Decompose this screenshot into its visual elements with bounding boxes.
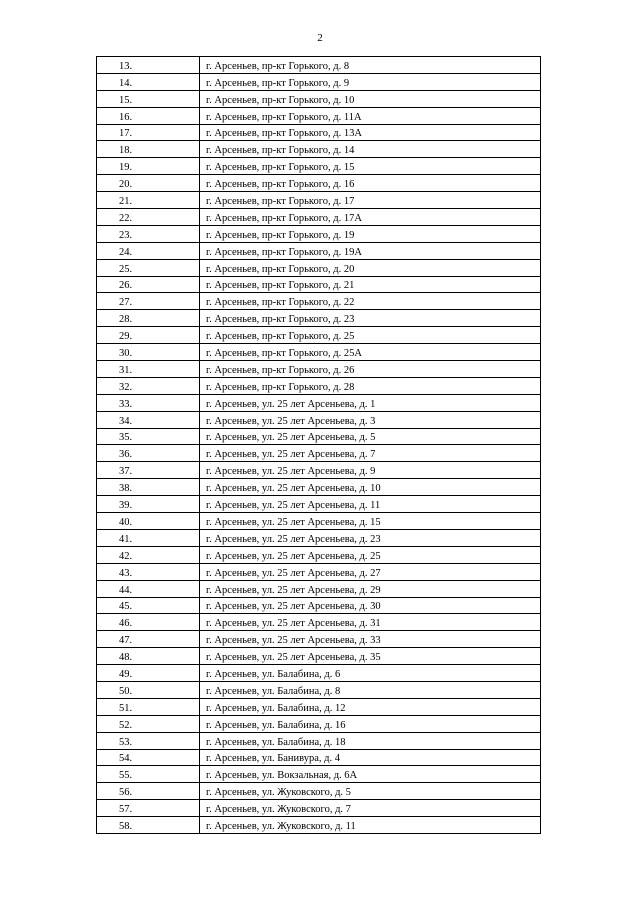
table-row bbox=[97, 817, 541, 834]
row-number: 55. bbox=[97, 766, 200, 783]
row-address: г. Арсеньев, пр-кт Горького, д. 26 bbox=[200, 361, 541, 378]
row-number: 58. bbox=[97, 817, 200, 834]
table-row bbox=[97, 648, 541, 665]
row-number: 56. bbox=[97, 783, 200, 800]
row-number: 14. bbox=[97, 73, 200, 90]
row-address: г. Арсеньев, ул. 25 лет Арсеньева, д. 1 bbox=[200, 394, 541, 411]
row-address: г. Арсеньев, пр-кт Горького, д. 11А bbox=[200, 107, 541, 124]
row-number: 17. bbox=[97, 124, 200, 141]
row-address: г. Арсеньев, пр-кт Горького, д. 25 bbox=[200, 327, 541, 344]
row-address: г. Арсеньев, ул. Балабина, д. 12 bbox=[200, 698, 541, 715]
row-address: г. Арсеньев, ул. 25 лет Арсеньева, д. 30 bbox=[200, 597, 541, 614]
row-address: г. Арсеньев, ул. 25 лет Арсеньева, д. 5 bbox=[200, 428, 541, 445]
table-row bbox=[97, 715, 541, 732]
table-row bbox=[97, 225, 541, 242]
table-row bbox=[97, 479, 541, 496]
table-row bbox=[97, 158, 541, 175]
row-number: 43. bbox=[97, 563, 200, 580]
table-row bbox=[97, 529, 541, 546]
row-number: 38. bbox=[97, 479, 200, 496]
row-number: 44. bbox=[97, 580, 200, 597]
row-number: 49. bbox=[97, 665, 200, 682]
row-address: г. Арсеньев, пр-кт Горького, д. 20 bbox=[200, 259, 541, 276]
table-row bbox=[97, 192, 541, 209]
table-row bbox=[97, 563, 541, 580]
table-row bbox=[97, 361, 541, 378]
row-address: г. Арсеньев, ул. 25 лет Арсеньева, д. 31 bbox=[200, 614, 541, 631]
row-number: 42. bbox=[97, 546, 200, 563]
table-row bbox=[97, 411, 541, 428]
row-number: 29. bbox=[97, 327, 200, 344]
row-address: г. Арсеньев, ул. 25 лет Арсеньева, д. 35 bbox=[200, 648, 541, 665]
row-number: 51. bbox=[97, 698, 200, 715]
row-address: г. Арсеньев, ул. 25 лет Арсеньева, д. 33 bbox=[200, 631, 541, 648]
row-number: 35. bbox=[97, 428, 200, 445]
table-row bbox=[97, 344, 541, 361]
row-number: 40. bbox=[97, 513, 200, 530]
row-number: 24. bbox=[97, 242, 200, 259]
row-address: г. Арсеньев, пр-кт Горького, д. 22 bbox=[200, 293, 541, 310]
table-row bbox=[97, 631, 541, 648]
row-number: 27. bbox=[97, 293, 200, 310]
row-address: г. Арсеньев, пр-кт Горького, д. 17 bbox=[200, 192, 541, 209]
table-row bbox=[97, 209, 541, 226]
row-number: 13. bbox=[97, 57, 200, 74]
row-number: 21. bbox=[97, 192, 200, 209]
row-address: г. Арсеньев, ул. 25 лет Арсеньева, д. 15 bbox=[200, 513, 541, 530]
row-address: г. Арсеньев, ул. Балабина, д. 16 bbox=[200, 715, 541, 732]
table-row bbox=[97, 732, 541, 749]
row-address: г. Арсеньев, ул. Жуковского, д. 5 bbox=[200, 783, 541, 800]
table-row bbox=[97, 766, 541, 783]
row-address: г. Арсеньев, ул. 25 лет Арсеньева, д. 11 bbox=[200, 496, 541, 513]
row-number: 19. bbox=[97, 158, 200, 175]
table-row bbox=[97, 513, 541, 530]
row-address: г. Арсеньев, ул. Балабина, д. 6 bbox=[200, 665, 541, 682]
table-row bbox=[97, 580, 541, 597]
row-address: г. Арсеньев, пр-кт Горького, д. 16 bbox=[200, 175, 541, 192]
row-address: г. Арсеньев, пр-кт Горького, д. 28 bbox=[200, 377, 541, 394]
row-address: г. Арсеньев, ул. 25 лет Арсеньева, д. 3 bbox=[200, 411, 541, 428]
row-address: г. Арсеньев, ул. Балабина, д. 18 bbox=[200, 732, 541, 749]
table-row bbox=[97, 681, 541, 698]
table-row bbox=[97, 276, 541, 293]
table-row bbox=[97, 496, 541, 513]
table-row bbox=[97, 293, 541, 310]
row-address: г. Арсеньев, ул. Жуковского, д. 11 bbox=[200, 817, 541, 834]
row-address: г. Арсеньев, пр-кт Горького, д. 19 bbox=[200, 225, 541, 242]
row-address: г. Арсеньев, ул. Балабина, д. 8 bbox=[200, 681, 541, 698]
table-row bbox=[97, 141, 541, 158]
row-address: г. Арсеньев, ул. Жуковского, д. 7 bbox=[200, 800, 541, 817]
row-number: 50. bbox=[97, 681, 200, 698]
table-row bbox=[97, 259, 541, 276]
row-number: 53. bbox=[97, 732, 200, 749]
row-number: 47. bbox=[97, 631, 200, 648]
table-row bbox=[97, 242, 541, 259]
row-number: 20. bbox=[97, 175, 200, 192]
row-address: г. Арсеньев, пр-кт Горького, д. 23 bbox=[200, 310, 541, 327]
row-number: 30. bbox=[97, 344, 200, 361]
row-number: 25. bbox=[97, 259, 200, 276]
row-number: 26. bbox=[97, 276, 200, 293]
row-address: г. Арсеньев, ул. 25 лет Арсеньева, д. 25 bbox=[200, 546, 541, 563]
row-number: 18. bbox=[97, 141, 200, 158]
row-address: г. Арсеньев, ул. 25 лет Арсеньева, д. 23 bbox=[200, 529, 541, 546]
table-row bbox=[97, 445, 541, 462]
row-address: г. Арсеньев, пр-кт Горького, д. 8 bbox=[200, 57, 541, 74]
table-row bbox=[97, 783, 541, 800]
table-row bbox=[97, 327, 541, 344]
table-row bbox=[97, 749, 541, 766]
table-row bbox=[97, 800, 541, 817]
page-number: 2 bbox=[317, 32, 323, 44]
row-address: г. Арсеньев, пр-кт Горького, д. 25А bbox=[200, 344, 541, 361]
row-address: г. Арсеньев, пр-кт Горького, д. 14 bbox=[200, 141, 541, 158]
table-row bbox=[97, 428, 541, 445]
row-number: 37. bbox=[97, 462, 200, 479]
row-number: 41. bbox=[97, 529, 200, 546]
row-address: г. Арсеньев, пр-кт Горького, д. 15 bbox=[200, 158, 541, 175]
table-row bbox=[97, 462, 541, 479]
row-number: 28. bbox=[97, 310, 200, 327]
table-row bbox=[97, 665, 541, 682]
row-number: 52. bbox=[97, 715, 200, 732]
row-number: 48. bbox=[97, 648, 200, 665]
table-row bbox=[97, 310, 541, 327]
table-row bbox=[97, 90, 541, 107]
row-number: 54. bbox=[97, 749, 200, 766]
row-number: 57. bbox=[97, 800, 200, 817]
row-number: 34. bbox=[97, 411, 200, 428]
table-row bbox=[97, 377, 541, 394]
table-row bbox=[97, 546, 541, 563]
address-table bbox=[96, 56, 541, 834]
row-address: г. Арсеньев, ул. Вокзальная, д. 6А bbox=[200, 766, 541, 783]
row-number: 32. bbox=[97, 377, 200, 394]
row-address: г. Арсеньев, пр-кт Горького, д. 19А bbox=[200, 242, 541, 259]
row-number: 23. bbox=[97, 225, 200, 242]
row-number: 39. bbox=[97, 496, 200, 513]
row-address: г. Арсеньев, пр-кт Горького, д. 10 bbox=[200, 90, 541, 107]
table-row bbox=[97, 175, 541, 192]
row-address: г. Арсеньев, пр-кт Горького, д. 13А bbox=[200, 124, 541, 141]
row-address: г. Арсеньев, ул. Банивура, д. 4 bbox=[200, 749, 541, 766]
row-number: 22. bbox=[97, 209, 200, 226]
table-row bbox=[97, 107, 541, 124]
row-address: г. Арсеньев, пр-кт Горького, д. 9 bbox=[200, 73, 541, 90]
row-address: г. Арсеньев, пр-кт Горького, д. 21 bbox=[200, 276, 541, 293]
row-address: г. Арсеньев, ул. 25 лет Арсеньева, д. 9 bbox=[200, 462, 541, 479]
row-address: г. Арсеньев, ул. 25 лет Арсеньева, д. 7 bbox=[200, 445, 541, 462]
table-row bbox=[97, 73, 541, 90]
table-row bbox=[97, 57, 541, 74]
table-row bbox=[97, 394, 541, 411]
row-number: 36. bbox=[97, 445, 200, 462]
row-number: 45. bbox=[97, 597, 200, 614]
row-address: г. Арсеньев, ул. 25 лет Арсеньева, д. 10 bbox=[200, 479, 541, 496]
table-row bbox=[97, 698, 541, 715]
table-row bbox=[97, 597, 541, 614]
row-number: 46. bbox=[97, 614, 200, 631]
row-address: г. Арсеньев, ул. 25 лет Арсеньева, д. 29 bbox=[200, 580, 541, 597]
row-address: г. Арсеньев, ул. 25 лет Арсеньева, д. 27 bbox=[200, 563, 541, 580]
address-table-body bbox=[97, 57, 541, 834]
row-address: г. Арсеньев, пр-кт Горького, д. 17А bbox=[200, 209, 541, 226]
row-number: 31. bbox=[97, 361, 200, 378]
table-row bbox=[97, 124, 541, 141]
table-row bbox=[97, 614, 541, 631]
row-number: 16. bbox=[97, 107, 200, 124]
row-number: 33. bbox=[97, 394, 200, 411]
row-number: 15. bbox=[97, 90, 200, 107]
